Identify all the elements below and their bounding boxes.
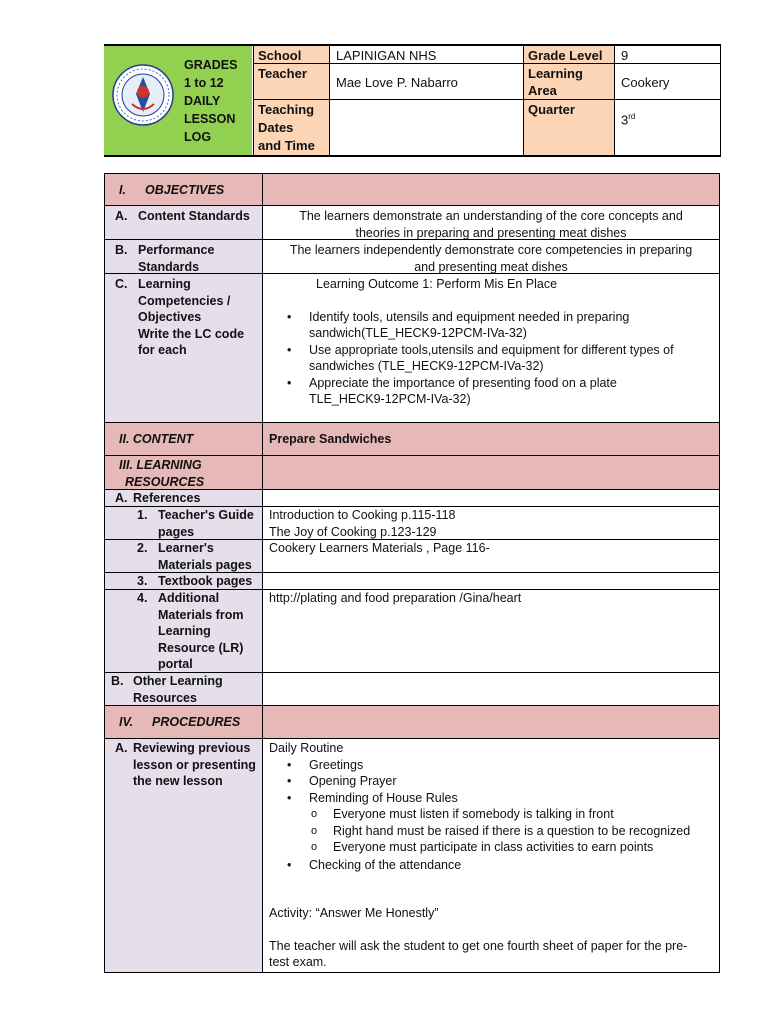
text-line: TLE_HECK9-12PCM-IVa-32)	[309, 392, 471, 406]
school-label: School	[253, 46, 329, 64]
label-line: Learner's	[158, 541, 214, 555]
item-letter: A.	[115, 209, 128, 223]
house-rule: o Right hand must be raised if there is a question to be recognized	[263, 823, 719, 840]
reference-line: Introduction to Cooking p.115-118	[269, 508, 456, 522]
area-name: Cookery	[621, 75, 670, 90]
routine-heading: Daily Routine	[269, 741, 344, 755]
resources-heading	[104, 455, 263, 490]
competency-item	[263, 342, 719, 375]
resources-title-line: III. LEARNING	[119, 458, 202, 472]
item-num: 1.	[137, 508, 148, 522]
competency-item	[263, 375, 719, 408]
teacher-value	[329, 64, 523, 100]
content-standards-value	[262, 205, 720, 240]
text-line: • Appreciate the importance of presenting food on a plate	[309, 375, 617, 390]
reviewing-lesson-label	[104, 738, 263, 973]
content-heading	[104, 422, 263, 456]
reference-line: The Joy of Cooking p.123-129	[269, 524, 437, 539]
resource-link[interactable]: http://plating and food preparation /Gina/heart	[269, 591, 522, 605]
learning-area-value	[614, 64, 721, 100]
objectives-title: OBJECTIVES	[145, 183, 225, 197]
label-line: Performance	[138, 243, 215, 257]
text-line: theories in preparing and presenting meat dishes	[355, 225, 627, 240]
label-line: Standards	[138, 259, 200, 274]
item-letter: C.	[115, 277, 128, 291]
activity-line: Activity: “Answer Me Honestly”	[269, 906, 439, 920]
quarter-number: 3	[621, 112, 629, 128]
title-line: 1 to 12	[184, 76, 224, 90]
item-num: 3.	[137, 574, 148, 588]
textbook-pages-label	[104, 572, 263, 590]
procedures-num: IV.	[119, 715, 134, 729]
label-line: for each	[138, 343, 187, 357]
instruction-line: test exam.	[269, 955, 327, 969]
dates-label-line: and Time	[258, 138, 315, 153]
label-line: Teacher's Guide	[158, 508, 254, 522]
content-standards-label	[104, 205, 263, 240]
content-value: Prepare Sandwiches	[269, 432, 392, 446]
learning-competencies-label	[104, 273, 263, 423]
routine-item: • Opening Prayer	[263, 773, 719, 790]
header-title-block	[104, 46, 252, 155]
objectives-num: I.	[119, 183, 126, 197]
procedures-heading	[104, 705, 263, 739]
text-line: • Identify tools, utensils and equipment needed in preparing	[309, 309, 630, 324]
quarter-suffix: rd	[628, 112, 636, 121]
label-line: Materials from	[158, 607, 244, 622]
label-line: Write the LC code	[138, 326, 245, 341]
resources-heading-right	[262, 455, 720, 490]
label-line: Objectives	[138, 310, 202, 324]
dates-label-line: Dates	[258, 120, 294, 135]
instruction-line: The teacher will ask the student to get one fourth sheet of paper for the pre-	[269, 938, 688, 953]
other-resources-value	[262, 672, 720, 706]
label-line: Resource (LR)	[158, 640, 244, 655]
item-letter: B.	[115, 243, 128, 257]
area-label-line: Area	[528, 83, 557, 98]
label-line: Resources	[133, 690, 197, 705]
area-label-line: Learning	[528, 66, 583, 81]
teaching-dates-label	[253, 100, 329, 155]
item-letter: A.	[115, 741, 128, 755]
text-line: sandwiches (TLE_HECK9-12PCM-IVa-32)	[309, 359, 544, 373]
routine-item: • Greetings	[263, 757, 719, 774]
label-line: Learning	[138, 277, 191, 291]
teaching-dates-value	[329, 100, 523, 155]
references-value	[262, 489, 720, 507]
performance-standards-label	[104, 239, 263, 274]
label-line: Additional	[158, 591, 220, 605]
quarter-label: Quarter	[523, 100, 614, 155]
title-line: LESSON	[184, 112, 236, 126]
grade-level-value: 9	[614, 46, 721, 64]
school-value: LAPINIGAN NHS	[329, 46, 523, 64]
performance-standards-value	[262, 239, 720, 274]
learners-materials-value	[262, 539, 720, 573]
item-label: Content Standards	[138, 209, 250, 223]
learning-competencies-value	[262, 273, 720, 423]
label-line: Competencies /	[138, 293, 231, 308]
quarter-value	[614, 100, 721, 155]
reference-line: Cookery Learners Materials , Page 116-	[269, 541, 490, 555]
teacher-name: Mae Love P. Nabarro	[336, 75, 458, 90]
outcome-line: Learning Outcome 1: Perform Mis En Place	[316, 277, 558, 291]
routine-item: • Reminding of House Rules	[263, 790, 719, 807]
learners-materials-label	[104, 539, 263, 573]
reviewing-lesson-value	[262, 738, 720, 973]
resources-title-line: RESOURCES	[125, 474, 205, 489]
label-line: Reviewing previous	[133, 741, 251, 755]
label-line: Materials pages	[158, 557, 252, 572]
additional-materials-value	[262, 589, 720, 673]
learning-area-label	[523, 64, 614, 100]
textbook-pages-value	[262, 572, 720, 590]
routine-item: • Checking of the attendance	[263, 857, 719, 874]
label-line: pages	[158, 524, 195, 539]
house-rule: o Everyone must listen if somebody is talking in front	[263, 806, 719, 823]
title-line: GRADES	[184, 58, 238, 72]
content-title: II. CONTENT	[119, 432, 194, 446]
teacher-label: Teacher	[253, 64, 329, 100]
item-num: 4.	[137, 591, 148, 605]
objectives-heading	[104, 173, 263, 206]
item-label: References	[133, 491, 201, 505]
text-line: • Use appropriate tools,utensils and equipment for different types of	[309, 342, 674, 357]
item-label: Textbook pages	[158, 574, 253, 588]
text-line: sandwich(TLE_HECK9-12PCM-IVa-32)	[309, 326, 527, 340]
additional-materials-label	[104, 589, 263, 673]
procedures-heading-right	[262, 705, 720, 739]
deped-seal-icon	[112, 64, 174, 126]
house-rule: o Everyone must participate in class activities to earn points	[263, 839, 719, 856]
competency-item	[263, 309, 719, 342]
other-resources-label	[104, 672, 263, 706]
label-line: Other Learning	[133, 674, 223, 688]
dates-label-line: Teaching	[258, 102, 315, 117]
item-num: 2.	[137, 541, 148, 555]
label-line: portal	[158, 657, 193, 671]
content-value-cell	[262, 422, 720, 456]
text-line: The learners demonstrate an understanding of the core concepts and	[299, 209, 683, 223]
objectives-heading-right	[262, 173, 720, 206]
text-line: and presenting meat dishes	[414, 259, 568, 274]
item-letter: B.	[111, 674, 124, 688]
label-line: Learning	[158, 624, 211, 638]
title-line: LOG	[184, 130, 212, 144]
label-line: lesson or presenting	[133, 757, 256, 772]
procedures-title: PROCEDURES	[152, 715, 241, 729]
title-line: DAILY	[184, 94, 221, 108]
label-line: the new lesson	[133, 774, 223, 788]
text-line: The learners independently demonstrate core competencies in preparing	[289, 243, 693, 257]
teachers-guide-value	[262, 506, 720, 540]
grade-level-label: Grade Level	[523, 46, 614, 64]
item-letter: A.	[115, 491, 128, 505]
references-label	[104, 489, 263, 507]
teachers-guide-label	[104, 506, 263, 540]
